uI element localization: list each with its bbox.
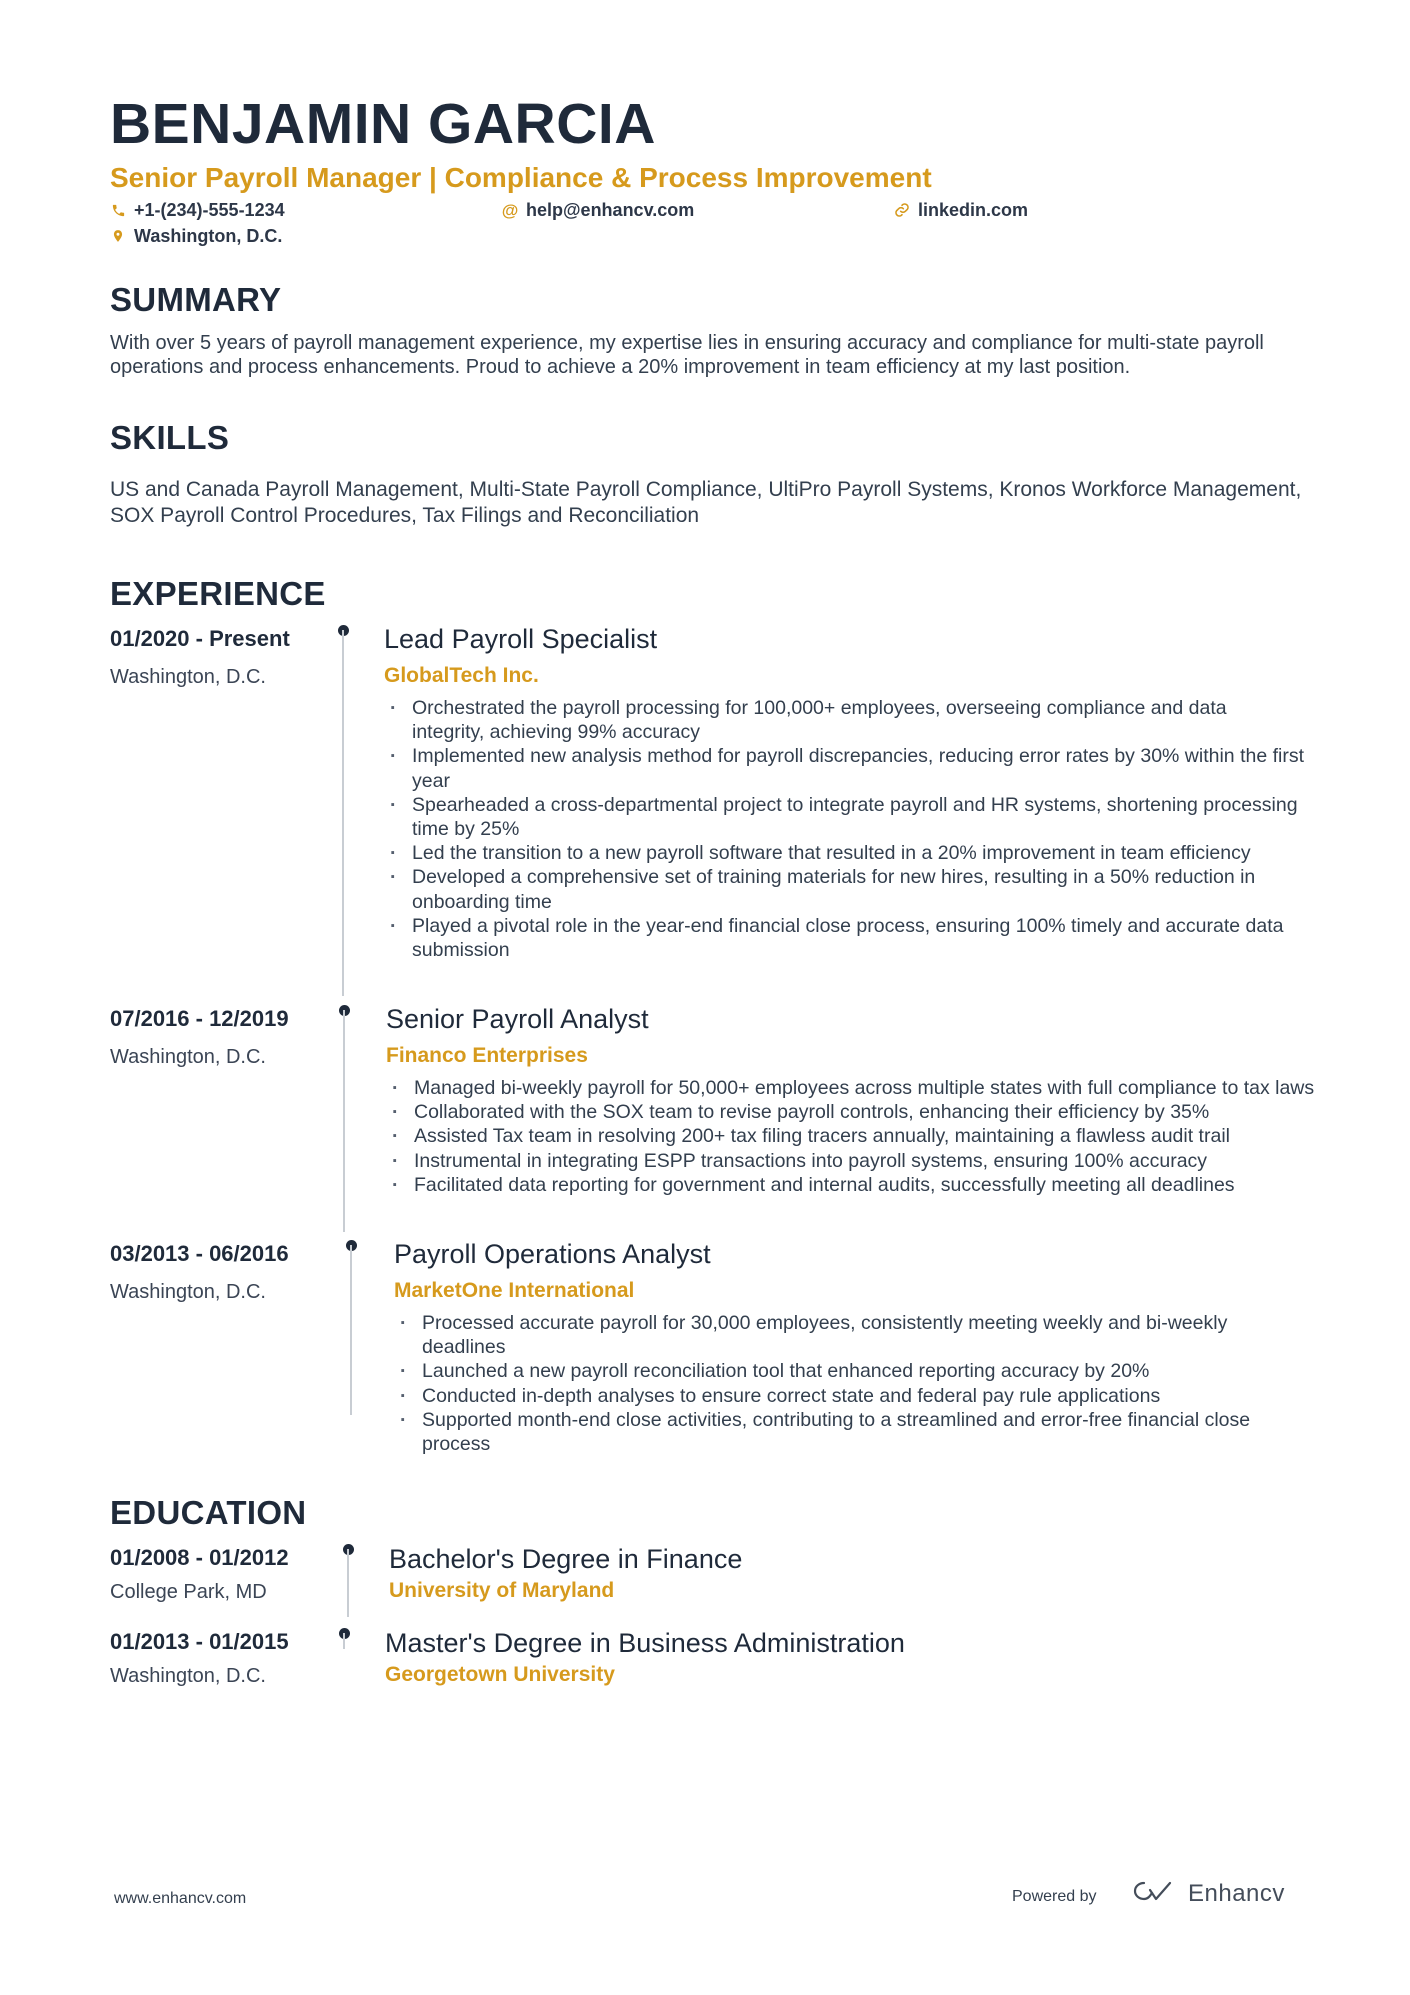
education-location: College Park, MD bbox=[110, 1581, 267, 1603]
job-dates: 07/2016 - 12/2019 bbox=[110, 1006, 289, 1031]
skills-title: SKILLS bbox=[110, 419, 230, 456]
education-school: University of Maryland bbox=[389, 1579, 615, 1602]
brand-logo[interactable] bbox=[1130, 1878, 1285, 1909]
job-bullets bbox=[386, 1076, 1316, 1197]
list-item: · Collaborated with the SOX team to revise payroll controls, enhancing their efficiency by 35% bbox=[386, 1100, 1316, 1124]
contact-email[interactable] bbox=[502, 201, 694, 219]
location-pin-icon bbox=[110, 228, 126, 244]
list-item: · Conducted in-depth analyses to ensure correct state and federal pay rule applications bbox=[394, 1384, 1304, 1408]
list-item: · Supported month-end close activities, contributing to a streamlined and error-free financial close process bbox=[394, 1408, 1304, 1456]
list-item: · Instrumental in integrating ESPP transactions into payroll systems, ensuring 100% accuracy bbox=[386, 1149, 1316, 1173]
at-icon: @ bbox=[501, 200, 519, 220]
list-item: · Orchestrated the payroll processing for 100,000+ employees, overseeing compliance and data integrity, achieving 99% accuracy bbox=[384, 696, 1304, 744]
website-text: linkedin.com bbox=[918, 200, 1029, 220]
job-dates: 03/2013 - 06/2016 bbox=[110, 1241, 289, 1266]
list-item: · Managed bi-weekly payroll for 50,000+ employees across multiple states with full compliance to tax laws bbox=[386, 1076, 1316, 1100]
education-title: EDUCATION bbox=[110, 1494, 307, 1531]
job-bullets bbox=[394, 1311, 1304, 1456]
list-item: · Facilitated data reporting for government and internal audits, successfully meeting all deadlines bbox=[386, 1173, 1316, 1197]
enhancv-logo-icon bbox=[1130, 1878, 1178, 1909]
education-dates: 01/2008 - 01/2012 bbox=[110, 1545, 289, 1570]
skills-text: US and Canada Payroll Management, Multi-State Payroll Compliance, UltiPro Payroll Systems, Kronos Workforce Management, SOX Payroll Control Procedures, Tax Filings and Reconciliation bbox=[110, 478, 1302, 528]
education-degree: Master's Degree in Business Administration bbox=[385, 1628, 905, 1658]
education-degree: Bachelor's Degree in Finance bbox=[389, 1544, 743, 1574]
job-bullets bbox=[384, 696, 1304, 962]
list-item: · Processed accurate payroll for 30,000 employees, consistently meeting weekly and bi-weekly deadlines bbox=[394, 1311, 1304, 1359]
timeline-line bbox=[350, 1245, 352, 1415]
location-text: Washington, D.C. bbox=[134, 226, 283, 246]
list-item: · Assisted Tax team in resolving 200+ tax filing tracers annually, maintaining a flawless audit trail bbox=[386, 1124, 1316, 1148]
timeline-line bbox=[343, 1010, 345, 1232]
job-dates: 01/2020 - Present bbox=[110, 626, 290, 651]
job-location: Washington, D.C. bbox=[110, 1046, 266, 1068]
job-company: Financo Enterprises bbox=[386, 1044, 588, 1067]
list-item: · Played a pivotal role in the year-end financial close process, ensuring 100% timely and accurate data submission bbox=[384, 914, 1304, 962]
experience-title: EXPERIENCE bbox=[110, 575, 326, 612]
job-company: GlobalTech Inc. bbox=[384, 664, 539, 687]
contact-phone[interactable] bbox=[110, 201, 285, 219]
phone-text: +1-(234)-555-1234 bbox=[134, 200, 285, 220]
summary-text: With over 5 years of payroll management experience, my expertise lies in ensuring accuracy and compliance for multi-state payroll operations and process enhancements. Proud to achieve a 20% improvement in team efficiency at my last position. bbox=[110, 332, 1264, 379]
job-role: Senior Payroll Analyst bbox=[386, 1004, 649, 1034]
link-icon bbox=[894, 202, 910, 218]
candidate-headline: Senior Payroll Manager | Compliance & Process Improvement bbox=[110, 162, 932, 193]
timeline-line bbox=[343, 1633, 345, 1649]
candidate-name: BENJAMIN GARCIA bbox=[110, 92, 656, 156]
job-location: Washington, D.C. bbox=[110, 666, 266, 688]
education-dates: 01/2013 - 01/2015 bbox=[110, 1629, 289, 1654]
phone-icon bbox=[110, 202, 126, 218]
job-role: Lead Payroll Specialist bbox=[384, 624, 658, 654]
job-location: Washington, D.C. bbox=[110, 1281, 266, 1303]
list-item: · Developed a comprehensive set of training materials for new hires, resulting in a 50% reduction in onboarding time bbox=[384, 865, 1304, 913]
powered-by-text: Powered by bbox=[1012, 1888, 1097, 1905]
footer-url[interactable]: www.enhancv.com bbox=[114, 1890, 247, 1907]
timeline-line bbox=[347, 1549, 349, 1617]
education-location: Washington, D.C. bbox=[110, 1665, 266, 1687]
contact-website[interactable] bbox=[894, 201, 1028, 219]
education-school: Georgetown University bbox=[385, 1663, 615, 1686]
summary-title: SUMMARY bbox=[110, 281, 282, 318]
list-item: · Launched a new payroll reconciliation tool that enhanced reporting accuracy by 20% bbox=[394, 1359, 1304, 1383]
list-item: · Led the transition to a new payroll software that resulted in a 20% improvement in team efficiency bbox=[384, 841, 1304, 865]
job-company: MarketOne International bbox=[394, 1279, 635, 1302]
brand-name: Enhancv bbox=[1188, 1879, 1285, 1907]
timeline-line bbox=[342, 630, 344, 996]
contact-location bbox=[110, 227, 282, 245]
email-text: help@enhancv.com bbox=[526, 200, 695, 220]
list-item: · Implemented new analysis method for payroll discrepancies, reducing error rates by 30% within the first year bbox=[384, 744, 1304, 792]
job-role: Payroll Operations Analyst bbox=[394, 1239, 711, 1269]
list-item: · Spearheaded a cross-departmental project to integrate payroll and HR systems, shortening processing time by 25% bbox=[384, 793, 1304, 841]
